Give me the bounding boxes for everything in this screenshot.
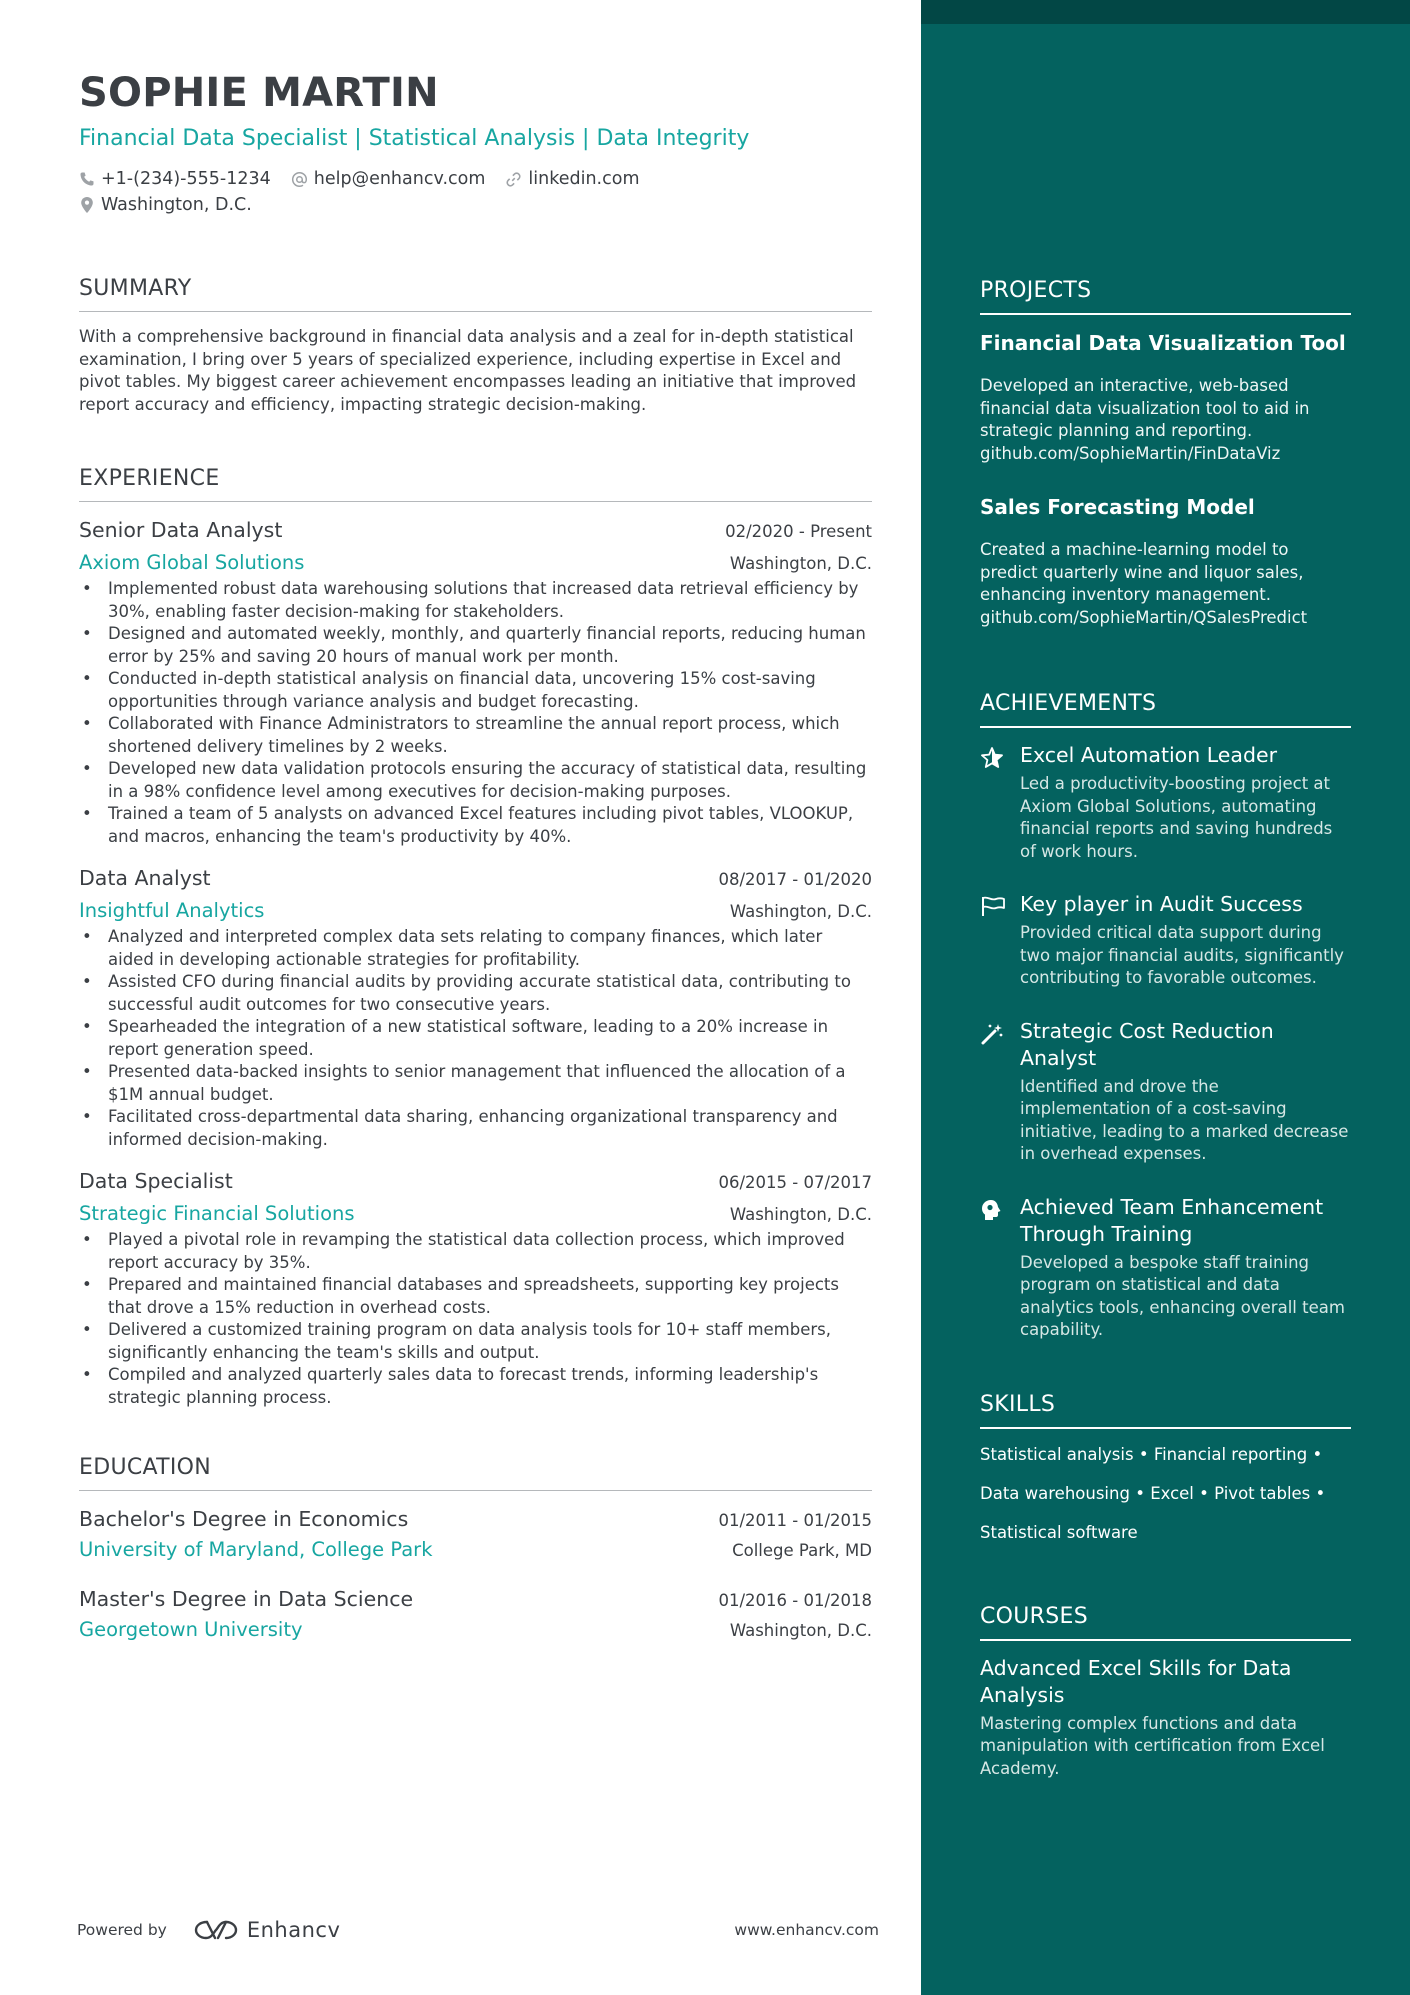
bullet-item: • Delivered a customized training program on data analysis tools for 10+ staff members, significantly enhancing the team's skills and output.	[79, 1319, 872, 1364]
school-location: College Park, MD	[732, 1541, 872, 1560]
job-location: Washington, D.C.	[729, 1205, 872, 1224]
achievement-item	[980, 1018, 1351, 1166]
skill-item: Statistical analysis	[980, 1444, 1134, 1464]
skills-heading: SKILLS	[980, 1392, 1351, 1429]
job-date: 02/2020 - Present	[725, 522, 872, 541]
achievement-description: Developed a bespoke staff training program on statistical and data analytics tools, enhancing overall team capability.	[1020, 1252, 1345, 1339]
brain-icon	[980, 1194, 1020, 1342]
summary-text: With a comprehensive background in financial data analysis and a zeal for in-depth statistical examination, I bring over 5 years of specialized experience, including expertise in Excel and pivot tables. My biggest career achievement encompasses leading an initiative that improved report accuracy and efficiency, impacting strategic decision-making.	[79, 327, 857, 414]
project-description	[980, 375, 1351, 465]
location-pin-icon	[79, 196, 95, 214]
bullet-item: • Conducted in-depth statistical analysis on financial data, uncovering 15% cost-saving opportunities through variance analysis and budget forecasting.	[79, 668, 872, 713]
projects-section	[980, 278, 1351, 629]
company-name: Insightful Analytics	[79, 899, 265, 922]
courses-section	[980, 1604, 1351, 1781]
project-title: Financial Data Visualization Tool	[980, 331, 1346, 355]
email-text: help@enhancv.com	[313, 169, 486, 189]
linkedin-text: linkedin.com	[528, 169, 640, 189]
phone-text: +1-(234)-555-1234	[101, 169, 271, 189]
bullet-item: • Compiled and analyzed quarterly sales data to forecast trends, informing leadership's strategic planning process.	[79, 1364, 872, 1409]
bullet-item: • Played a pivotal role in revamping the statistical data collection process, which improved report accuracy by 35%.	[79, 1229, 872, 1274]
sidebar-content	[980, 278, 1351, 1820]
school-location: Washington, D.C.	[729, 1621, 872, 1640]
achievement-title: Achieved Team Enhancement Through Training	[1020, 1194, 1324, 1246]
job-bullets	[79, 578, 872, 848]
sidebar-top-bar	[921, 0, 1410, 24]
project-desc-text: Developed an interactive, web-based financial data visualization tool to aid in strategic planning and reporting.	[980, 376, 1310, 440]
powered-by-label: Powered by	[77, 1921, 167, 1939]
job-entry	[79, 864, 872, 1151]
project-link[interactable]: github.com/SophieMartin/FinDataViz	[980, 443, 1281, 463]
experience-section	[79, 466, 872, 1409]
achievement-item	[980, 891, 1351, 990]
contact-info	[79, 166, 872, 218]
degree-title: Bachelor's Degree in Economics	[79, 1507, 409, 1531]
main-column	[79, 68, 872, 1665]
job-entry	[79, 1167, 872, 1409]
at-icon	[291, 171, 308, 188]
achievement-description: Provided critical data support during two major financial audits, significantly contributing to favorable outcomes.	[1020, 923, 1344, 987]
powered-by	[77, 1918, 340, 1942]
email-contact[interactable]	[291, 166, 486, 192]
achievement-description: Led a productivity-boosting project at Axiom Global Solutions, automating financial reports and saving hundreds of work hours.	[1020, 774, 1333, 861]
courses-heading: COURSES	[980, 1604, 1351, 1641]
bullet-item: • Prepared and maintained financial databases and spreadsheets, supporting key projects that drove a 15% reduction in overhead costs.	[79, 1274, 872, 1319]
enhancv-logo-icon	[193, 1918, 239, 1942]
job-entry	[79, 516, 872, 848]
skill-item: Financial reporting	[1153, 1444, 1308, 1464]
project-link[interactable]: github.com/SophieMartin/QSalesPredict	[980, 607, 1308, 627]
linkedin-contact[interactable]	[505, 166, 639, 192]
candidate-tagline: Financial Data Specialist | Statistical Analysis | Data Integrity	[79, 126, 750, 151]
candidate-name: SOPHIE MARTIN	[79, 70, 439, 116]
skill-item: Data warehousing	[980, 1483, 1130, 1503]
school-name: Georgetown University	[79, 1618, 303, 1641]
education-section	[79, 1455, 872, 1643]
project-item	[980, 329, 1351, 465]
footer	[77, 1915, 879, 1945]
achievement-item	[980, 742, 1351, 863]
job-title: Data Analyst	[79, 866, 211, 890]
skill-item: Pivot tables	[1214, 1483, 1311, 1503]
bullet-item: • Collaborated with Finance Administrators to streamline the annual report process, which shortened delivery timelines by 2 weeks.	[79, 713, 872, 758]
achievement-title: Strategic Cost Reduction Analyst	[1020, 1018, 1274, 1070]
bullet-item: • Assisted CFO during financial audits by providing accurate statistical data, contributing to successful audit outcomes for two consecutive years.	[79, 971, 872, 1016]
location-text: Washington, D.C.	[101, 195, 252, 215]
achievements-heading: ACHIEVEMENTS	[980, 691, 1351, 728]
flag-icon	[980, 891, 1020, 990]
bullet-item: • Designed and automated weekly, monthly, and quarterly financial reports, reducing human error by 25% and saving 20 hours of manual work per month.	[79, 623, 872, 668]
achievement-title: Excel Automation Leader	[1020, 743, 1278, 767]
education-heading: EDUCATION	[79, 1455, 872, 1491]
bullet-item: • Facilitated cross-departmental data sharing, enhancing organizational transparency and informed decision-making.	[79, 1106, 872, 1151]
phone-icon	[79, 171, 95, 187]
project-title: Sales Forecasting Model	[980, 495, 1255, 519]
project-desc-text: Created a machine-learning model to predict quarterly wine and liquor sales, enhancing inventory management.	[980, 540, 1304, 604]
course-description: Mastering complex functions and data manipulation with certification from Excel Academy.	[980, 1713, 1325, 1778]
job-title: Data Specialist	[79, 1169, 233, 1193]
education-entry	[79, 1505, 872, 1563]
star-icon	[980, 742, 1020, 863]
education-date: 01/2011 - 01/2015	[718, 1511, 872, 1530]
school-name: University of Maryland, College Park	[79, 1538, 433, 1561]
degree-title: Master's Degree in Data Science	[79, 1587, 414, 1611]
project-item	[980, 493, 1351, 629]
enhancv-logo-text: Enhancv	[246, 1918, 341, 1942]
job-date: 08/2017 - 01/2020	[718, 870, 872, 889]
education-entry	[79, 1585, 872, 1643]
summary-heading: SUMMARY	[79, 276, 872, 312]
bullet-item: • Presented data-backed insights to senior management that influenced the allocation of a $1M annual budget.	[79, 1061, 872, 1106]
projects-heading: PROJECTS	[980, 278, 1351, 315]
bullet-item: • Analyzed and interpreted complex data sets relating to company finances, which later aided in developing actionable strategies for profitability.	[79, 926, 872, 971]
bullet-item: • Implemented robust data warehousing solutions that increased data retrieval efficiency by 30%, enabling faster decision-making for stakeholders.	[79, 578, 872, 623]
job-title: Senior Data Analyst	[79, 518, 283, 542]
skills-section	[980, 1392, 1351, 1552]
achievement-title: Key player in Audit Success	[1020, 892, 1303, 916]
achievements-section	[980, 691, 1351, 1342]
bullet-item: • Developed new data validation protocols ensuring the accuracy of statistical data, resulting in a 98% confidence level among executives for decision-making purposes.	[79, 758, 872, 803]
sidebar	[921, 0, 1410, 1995]
achievement-item	[980, 1194, 1351, 1342]
summary-section	[79, 276, 872, 416]
skill-item: Statistical software	[980, 1522, 1138, 1542]
experience-heading: EXPERIENCE	[79, 466, 872, 502]
job-location: Washington, D.C.	[729, 554, 872, 573]
job-bullets	[79, 926, 872, 1151]
project-description	[980, 539, 1351, 629]
course-title: Advanced Excel Skills for Data Analysis	[980, 1655, 1292, 1707]
job-bullets	[79, 1229, 872, 1409]
location-contact	[79, 192, 252, 218]
skill-item: Excel	[1150, 1483, 1194, 1503]
education-date: 01/2016 - 01/2018	[718, 1591, 872, 1610]
skills-list: Statistical analysis • Financial reporting • Data warehousing • Excel • Pivot tables • Statistical software	[980, 1444, 1326, 1542]
bullet-item: • Spearheaded the integration of a new statistical software, leading to a 20% increase in report generation speed.	[79, 1016, 872, 1061]
bullet-item: • Trained a team of 5 analysts on advanced Excel features including pivot tables, VLOOKUP, and macros, enhancing the team's productivity by 40%.	[79, 803, 872, 848]
job-location: Washington, D.C.	[729, 902, 872, 921]
job-date: 06/2015 - 07/2017	[718, 1173, 872, 1192]
enhancv-logo[interactable]	[193, 1918, 341, 1942]
magic-wand-icon	[980, 1018, 1020, 1166]
phone-contact[interactable]	[79, 166, 271, 192]
link-icon	[505, 171, 522, 188]
footer-website[interactable]: www.enhancv.com	[734, 1921, 879, 1939]
course-item	[980, 1655, 1351, 1781]
achievement-description: Identified and drove the implementation of a cost-saving initiative, leading to a marked decrease in overhead expenses.	[1020, 1076, 1349, 1163]
company-name: Strategic Financial Solutions	[79, 1202, 355, 1225]
company-name: Axiom Global Solutions	[79, 551, 305, 574]
